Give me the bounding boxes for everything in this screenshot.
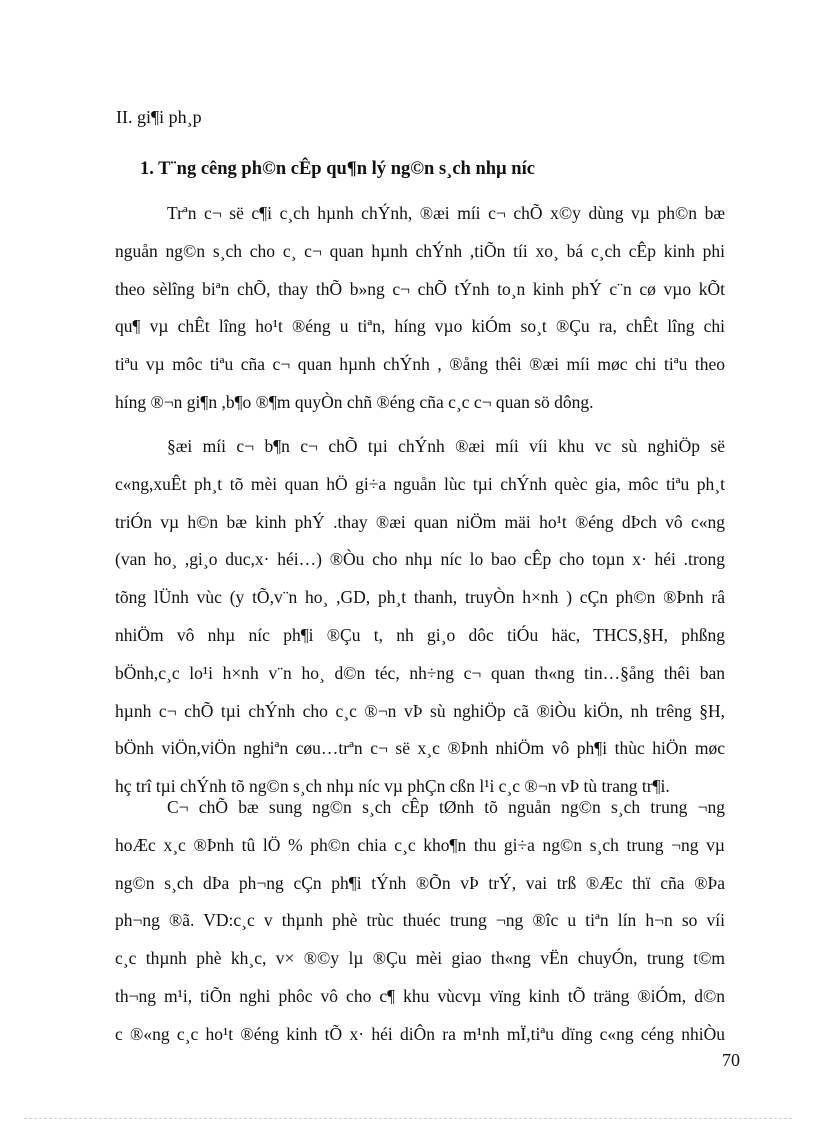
paragraph-line: hç trî tµi chÝnh tõ ng©n s¸ch nhµ níc vµ phÇn cßn l¹i c¸c ®¬n vÞ tù trang tr¶i.: [115, 776, 670, 797]
paragraph-line: tiªu vµ môc tiªu cña c¬ quan hµnh chÝnh , ®ång thêi ®æi míi møc chi tiªu theo: [115, 354, 725, 375]
paragraph-line: bÖnh,c¸c lo¹i h×nh v¨n ho¸ d©n téc, nh÷ng c¬ quan th«ng tin…§ång thêi ban: [115, 662, 725, 683]
paragraph-line: Trªn c¬ së c¶i c¸ch hµnh chÝnh, ®æi míi c¬ chÕ x©y dùng vµ ph©n bæ: [167, 203, 725, 223]
paragraph-line: triÓn vµ h©n bæ kinh phÝ .thay ®æi quan niÖm mäi ho¹t ®éng dÞch vô c«ng: [115, 511, 725, 532]
paragraph-line: tõng lÜnh vùc (y tÕ,v¨n ho¸ ,GD, ph¸t thanh, truyÒn h×nh ) cÇn ph©n ®Þnh râ: [115, 587, 725, 608]
paragraph-admin-finance-reform: [115, 195, 725, 422]
paragraph-line: c¸c thµnh phè kh¸c, v× ®©y lµ ®Çu mèi giao th«ng vËn chuyÓn, trung t©m: [115, 948, 725, 969]
paragraph-line: nguån ng©n s¸ch cho c¸ c¬ quan hµnh chÝnh ,tiÕn tíi xo¸ bá c¸ch cÊp kinh phi: [115, 240, 725, 261]
paragraph-line: ng©n s¸ch dÞa ph¬ng cÇn ph¶i tÝnh ®Õn vÞ trÝ, vai trß ®Æc thï cña ®Þa: [115, 872, 725, 893]
paragraph-line: C¬ chÕ bæ sung ng©n s¸ch cÊp tØnh tõ nguån ng©n s¸ch trung ¬ng: [167, 797, 725, 817]
paragraph-provincial-budget: [115, 789, 725, 1054]
page-number: 70: [722, 1050, 740, 1070]
page-bottom-divider: [24, 1118, 792, 1119]
paragraph-line: (van ho¸ ,gi¸o duc,x· héi…) ®Òu cho nhµ níc lo bao cÊp cho toµn x· héi .trong: [115, 549, 725, 570]
paragraph-line: ph¬ng ®ã. VD:c¸c v thµnh phè trùc thuéc trung ¬ng ®îc u tiªn lín h¬n so víi: [115, 910, 725, 931]
paragraph-line: bÖnh viÖn,viÖn nghiªn cøu…trªn c¬ së x¸c ®Þnh nhiÖm vô ph¶i thùc hiÖn møc: [115, 738, 725, 759]
paragraph-line: theo sèlîng biªn chÕ, thay thÕ b»ng c¬ chÕ tÝnh to¸n kinh phÝ c¨n cø vµo kÕt: [115, 278, 725, 299]
paragraph-line: c ®«ng c¸c ho¹t ®éng kinh tÕ x· héi diÔn ra m¹nh mÏ,tiªu dïng c«ng céng nhiÒu: [115, 1023, 725, 1044]
section-heading: II. gi¶i ph¸p: [116, 107, 202, 127]
paragraph-line: hoÆc x¸c ®Þnh tû lÖ % ph©n chia c¸c kho¶n thu gi÷a ng©n s¸ch trung ¬ng vµ: [115, 834, 725, 855]
paragraph-line: §æi míi c¬ b¶n c¬ chÕ tµi chÝnh ®æi míi víi khu vc sù nghiÖp së: [167, 436, 725, 456]
paragraph-line: qu¶ vµ chÊt lîng ho¹t ®éng u tiªn, híng vµo kiÓm so¸t ®Çu ra, chÊt lîng chi: [115, 316, 725, 337]
paragraph-line: th¬ng m¹i, tiÕn nghi phôc vô cho c¶ khu vùcvµ vïng kinh tÕ träng ®iÓm, d©n: [115, 985, 725, 1006]
subsection-heading: 1. T¨ng cêng ph©n cÊp qu¶n lý ng©n s¸ch nhµ níc: [140, 159, 535, 179]
paragraph-line: nhiÖm vô nhµ níc ph¶i ®Çu t, nh gi¸o dôc tiÓu häc, THCS,§H, phßng: [115, 624, 725, 645]
paragraph-line: c«ng,xuÊt ph¸t tõ mèi quan hÖ gi÷a nguån lùc tµi chÝnh quèc gia, môc tiªu ph¸t: [115, 473, 725, 494]
paragraph-line: híng ®¬n gi¶n ,b¶o ®¶m quyÒn chñ ®éng cña c¸c c¬ quan sö dông.: [115, 391, 594, 412]
paragraph-public-service-finance: [115, 428, 725, 806]
paragraph-line: hµnh c¬ chÕ tµi chÝnh cho c¸c ®¬n vÞ sù nghiÖp cã ®iÒu kiÖn, nh trêng §H,: [115, 700, 725, 721]
